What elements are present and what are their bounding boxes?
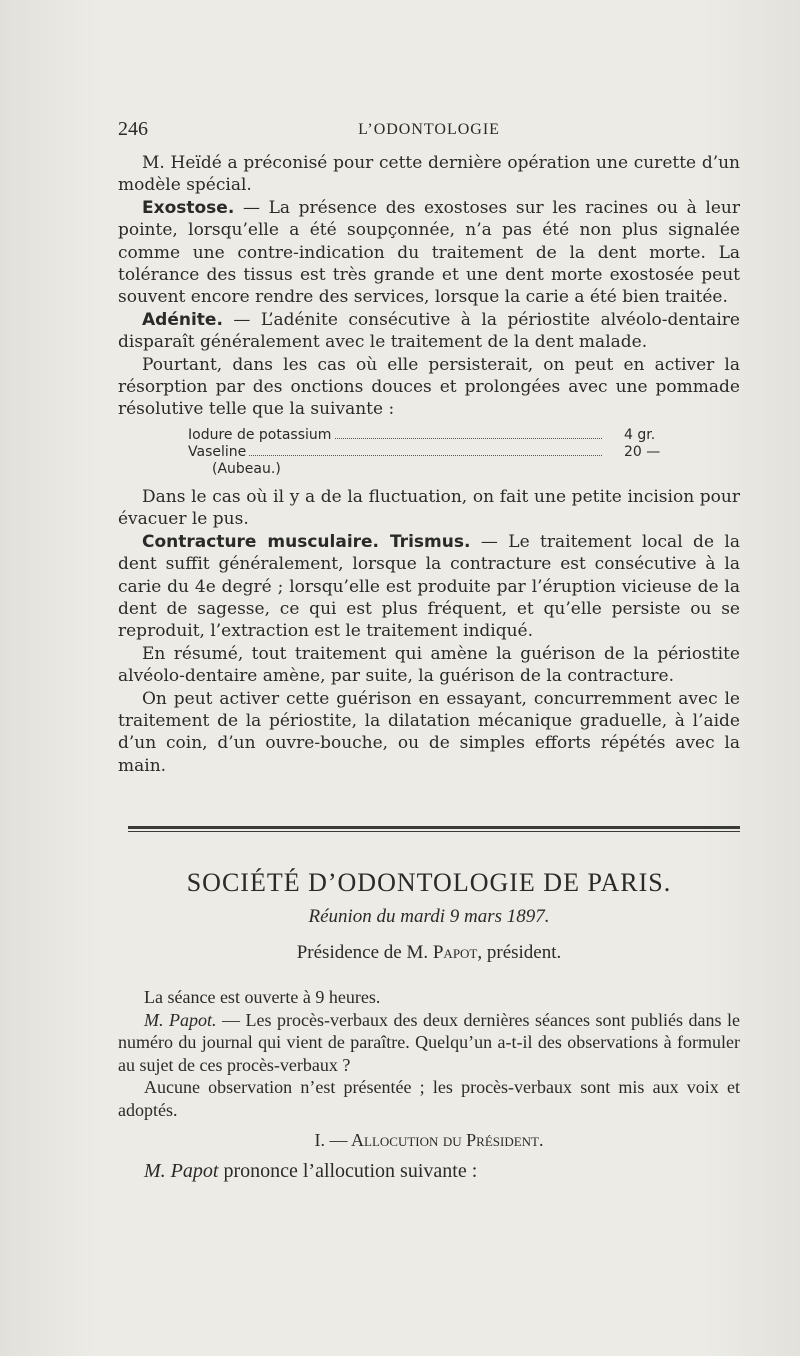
paragraph [118, 309, 740, 354]
recipe-quantity: 4 gr. [624, 426, 656, 443]
recipe-ingredient: Vaseline [188, 444, 249, 460]
meeting-date-text: Réunion du mardi 9 mars 1897. [308, 906, 550, 927]
paragraph-text: — Les procès-verbaux des deux dernières séances sont publiés dans le numéro du journal qui vient de paraître. Quelqu’un a-t-il des observations à formuler au sujet de ces procès-verbaux ? [118, 1009, 740, 1075]
section-heading: I. — Allocution du Président. [314, 1130, 544, 1150]
paragraph: On peut activer cette guérison en essayant, concurremment avec le traitement de la périostite, la dilatation mécanique graduelle, à l’aide d’un coin, d’un ouvre-bouche, ou de simples efforts répétés avec la main. [118, 688, 740, 776]
page-header [118, 118, 740, 142]
presidency-line [118, 942, 740, 964]
minutes-body [118, 986, 740, 1121]
recipe-quantity: 20 — [624, 443, 661, 460]
recipe-line [118, 444, 740, 461]
divider-rule [128, 826, 740, 829]
paragraph: En résumé, tout traitement qui amène la guérison de la périostite alvéolo-dentaire amène, par suite, la guérison de la contracture. [118, 643, 740, 687]
recipe-line [118, 427, 740, 444]
paragraph: M. Heïdé a préconisé pour cette dernière opération une curette d’un modèle spécial. [118, 153, 740, 196]
leader-dots [188, 455, 602, 456]
speaker-name: M. Papot. [144, 1009, 217, 1030]
paragraph: Dans le cas où il y a de la fluctuation, on fait une petite incision pour évacuer le pus. [118, 486, 740, 530]
closing-text: prononce l’allocution suivante : [218, 1160, 478, 1182]
meeting-date [118, 906, 740, 928]
divider-rule [128, 831, 740, 832]
paragraph-text: — Le traitement local de la dent suffit généralement, lorsque la contracture est consécutive à la carie du 4e degré ; lorsqu’elle est produite par l’éruption vicieuse de la dent de sagesse, ce qui est plus fréquent, et qu’elle persiste ou se reproduit, l’extraction est le traitement indiqué. [118, 531, 740, 642]
paragraph [118, 531, 740, 643]
section-term: Adénite. [142, 309, 223, 330]
article-body [118, 152, 740, 777]
paragraph: La séance est ouverte à 9 heures. [144, 987, 381, 1007]
section-term: Contracture musculaire. Trismus. [142, 531, 471, 552]
paragraph-text: — La présence des exostoses sur les racines ou à leur pointe, lorsqu’elle a été soupçonnée, n’a pas été non plus signalée comme une contre-indication du traitement de la dent morte. La tolérance des tissus est très grande et une dent morte exostosée peut souvent encore rendre des services, lorsque la carie a été bien traitée. [118, 197, 740, 308]
recipe [118, 427, 740, 478]
paragraph: Aucune observation n’est présentée ; les procès-verbaux sont mis aux voix et adoptés. [118, 1077, 740, 1120]
closing-line [144, 1160, 740, 1183]
paragraph-text: — L’adénite consécutive à la périostite alvéolo-dentaire disparaît généralement avec le traitement de la dent malade. [118, 309, 740, 353]
recipe-author: (Aubeau.) [212, 460, 281, 477]
section-term: Exostose. [142, 197, 235, 218]
page-number: 246 [118, 118, 148, 140]
section-title: SOCIÉTÉ D’ODONTOLOGIE DE PARIS. [186, 868, 672, 897]
recipe-ingredient: Iodure de potassium [188, 427, 334, 443]
paragraph [118, 197, 740, 309]
paragraph: Pourtant, dans les cas où elle persisterait, on peut en activer la résorption par des onctions douces et prolongées avec une pommade résolutive telle que la suivante : [118, 354, 740, 420]
presidency-suffix: , président. [477, 942, 562, 963]
speaker-name: M. Papot [144, 1160, 219, 1182]
running-title: L’ODONTOLOGIE [358, 121, 500, 138]
paragraph [118, 1009, 740, 1077]
presidency-prefix: Présidence de M. [296, 942, 433, 963]
president-name: Papot [432, 942, 478, 963]
